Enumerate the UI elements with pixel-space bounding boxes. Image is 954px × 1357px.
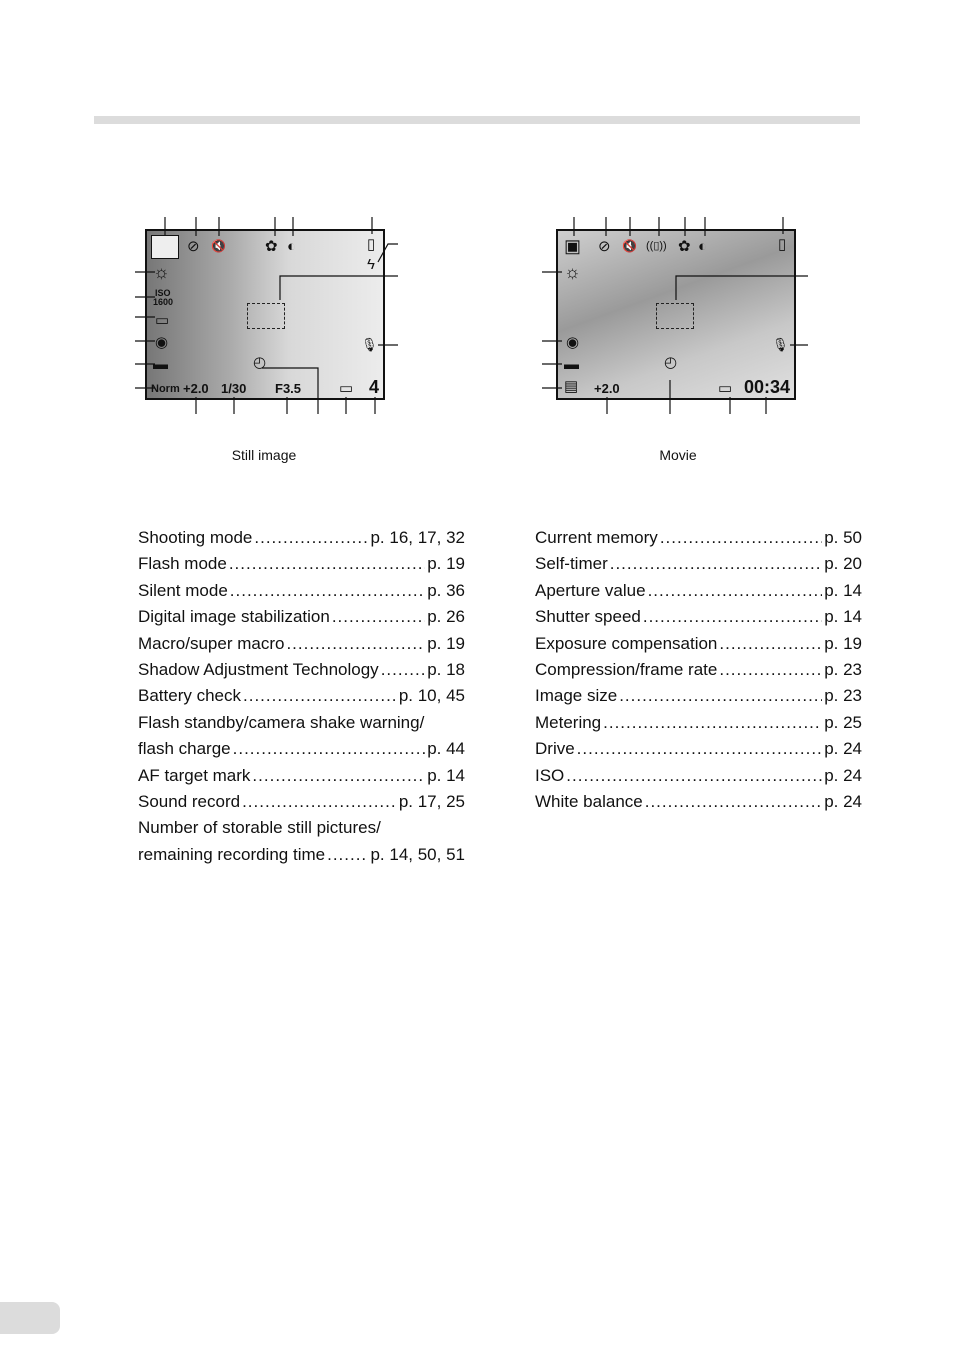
shooting-mode-icon (151, 235, 179, 259)
dot-leader (619, 686, 822, 706)
item-label: Shutter speed (535, 607, 641, 627)
still-image-caption: Still image (231, 447, 297, 463)
storable-count: 4 (369, 377, 380, 397)
dot-leader (719, 634, 822, 654)
sound-record-icon: 🎙 (772, 337, 789, 352)
right-reference-list (535, 528, 862, 818)
list-item (138, 528, 465, 554)
page-reference: p. 26 (427, 607, 465, 627)
list-item (138, 845, 465, 871)
left-reference-list (138, 528, 465, 871)
movie-caption: Movie (659, 447, 697, 463)
list-item (535, 739, 862, 765)
item-label: Number of storable still pictures/ (138, 818, 381, 838)
dot-leader (603, 713, 822, 733)
silent-mode-icon: 🔇 (622, 239, 637, 253)
dot-leader (230, 581, 425, 601)
page-reference: p. 36 (427, 580, 465, 600)
dot-leader (332, 607, 425, 627)
page-reference: p. 19 (427, 554, 465, 574)
metering-icon: ◉ (566, 334, 580, 351)
page-reference: p. 50 (824, 528, 862, 547)
dot-leader (254, 528, 368, 548)
iso-label: ISO (155, 288, 171, 298)
dot-leader (577, 739, 823, 759)
sound-record-icon: 🎙 (361, 337, 378, 352)
dot-leader (327, 845, 368, 865)
memory-icon: ▭ (718, 380, 733, 397)
page-reference: p. 20 (824, 554, 862, 574)
recording-time: 00:34 (744, 377, 791, 397)
list-item (535, 634, 862, 660)
white-balance-icon: ☼ (153, 262, 170, 282)
dot-leader (243, 686, 397, 706)
stabilization-icon: ((▯)) (646, 240, 667, 252)
self-timer-icon: ◴ (664, 354, 678, 371)
list-item (138, 766, 465, 792)
page-reference: p. 16, 17, 32 (370, 528, 465, 547)
item-label: Current memory (535, 528, 658, 547)
item-label: Battery check (138, 686, 241, 706)
frame-rate-icon: ▤ (564, 378, 579, 395)
silent-mode-icon: 🔇 (211, 239, 226, 253)
item-label: Silent mode (138, 580, 228, 600)
page-reference: p. 18 (427, 659, 465, 679)
page-reference: p. 17, 25 (398, 791, 465, 811)
item-label: Aperture value (535, 580, 646, 600)
callout-lines (0, 0, 954, 520)
item-label: Drive (535, 739, 575, 759)
page-reference: p. 24 (824, 791, 862, 811)
dot-leader (660, 528, 822, 548)
page-reference: p. 19 (427, 633, 465, 653)
shadow-adjust-icon: ◐ (698, 238, 708, 255)
list-item (138, 554, 465, 580)
page-reference: p. 19 (824, 633, 862, 653)
battery-icon: ▯ (778, 236, 787, 253)
page-reference: p. 24 (824, 765, 862, 785)
macro-icon: ✿ (678, 238, 691, 255)
still-image-screen (145, 229, 385, 400)
item-label: Macro/super macro (138, 633, 285, 653)
flash-mode-icon: ⊘ (598, 238, 611, 255)
memory-icon: ▭ (339, 380, 354, 397)
item-label: White balance (535, 791, 643, 811)
battery-icon: ▯ (367, 236, 376, 253)
list-item (138, 739, 465, 765)
page-reference: p. 14, 50, 51 (370, 844, 465, 864)
dot-leader (719, 660, 822, 680)
image-size-icon: ▬ (564, 356, 579, 373)
dot-leader (229, 554, 425, 574)
list-item (138, 792, 465, 818)
list-item (535, 554, 862, 580)
image-size-icon: ▬ (153, 356, 168, 373)
dot-leader (286, 634, 425, 654)
white-balance-icon: ☼ (564, 262, 581, 282)
list-item (535, 792, 862, 818)
header-bar (94, 116, 860, 124)
list-item (138, 713, 465, 739)
dot-leader (566, 766, 822, 786)
self-timer-icon: ◴ (253, 354, 267, 371)
iso-value: 1600 (153, 297, 174, 307)
page-reference: p. 25 (824, 712, 862, 732)
page-reference: p. 10, 45 (398, 686, 465, 706)
af-target-mark (656, 303, 694, 329)
list-item (138, 607, 465, 633)
page-reference: p. 24 (824, 739, 862, 759)
metering-icon: ◉ (155, 334, 169, 351)
list-item (138, 660, 465, 686)
page-reference: p. 14 (427, 765, 465, 785)
list-item (138, 634, 465, 660)
ev-value: +2.0 (183, 381, 209, 396)
item-label: Digital image stabilization (138, 607, 330, 627)
item-label: Image size (535, 686, 618, 706)
dot-leader (233, 739, 426, 759)
item-label: Flash mode (138, 554, 227, 574)
list-item (535, 713, 862, 739)
page-reference: p. 23 (824, 659, 862, 679)
list-item (138, 818, 465, 844)
list-item (535, 766, 862, 792)
item-label: Shadow Adjustment Technology (138, 659, 379, 679)
item-label: ISO (535, 765, 565, 785)
shutter-speed-value: 1/30 (221, 381, 247, 396)
page-reference: p. 44 (427, 739, 465, 759)
page-reference: p. 14 (824, 580, 862, 600)
list-item (535, 607, 862, 633)
item-label: Self-timer (535, 554, 608, 574)
drive-icon: ▭ (155, 312, 170, 329)
compression-label: Norm (151, 383, 180, 395)
aperture-value: F3.5 (275, 381, 302, 396)
macro-icon: ✿ (265, 238, 278, 255)
list-item (535, 660, 862, 686)
item-label: Sound record (138, 791, 241, 811)
list-item (138, 686, 465, 712)
item-label: Shooting mode (138, 528, 253, 547)
dot-leader (242, 792, 397, 812)
item-label: Metering (535, 712, 602, 732)
item-label: Compression/frame rate (535, 659, 718, 679)
dot-leader (645, 792, 822, 812)
dot-leader (610, 554, 822, 574)
item-label: AF target mark (138, 765, 251, 785)
list-item (535, 686, 862, 712)
shadow-adjust-icon: ◐ (287, 238, 297, 255)
af-target-mark (247, 303, 285, 329)
list-item (535, 528, 862, 554)
item-label: remaining recording time (138, 844, 326, 864)
item-label: flash charge (138, 739, 231, 759)
dot-leader (643, 607, 822, 627)
item-label: Flash standby/camera shake warning/ (138, 712, 425, 732)
page-reference: p. 23 (824, 686, 862, 706)
item-label: Exposure compensation (535, 633, 718, 653)
flash-mode-icon: ⊘ (187, 238, 200, 255)
dot-leader (648, 581, 823, 601)
page-reference: p. 14 (824, 607, 862, 627)
list-item (535, 581, 862, 607)
dot-leader (381, 660, 426, 680)
list-item (138, 581, 465, 607)
page-tab (0, 1302, 60, 1334)
movie-screen (556, 229, 796, 400)
movie-mode-icon: ▣ (564, 236, 582, 256)
ev-value: +2.0 (594, 381, 620, 396)
dot-leader (252, 766, 425, 786)
flash-charge-icon: ϟ (367, 256, 375, 273)
